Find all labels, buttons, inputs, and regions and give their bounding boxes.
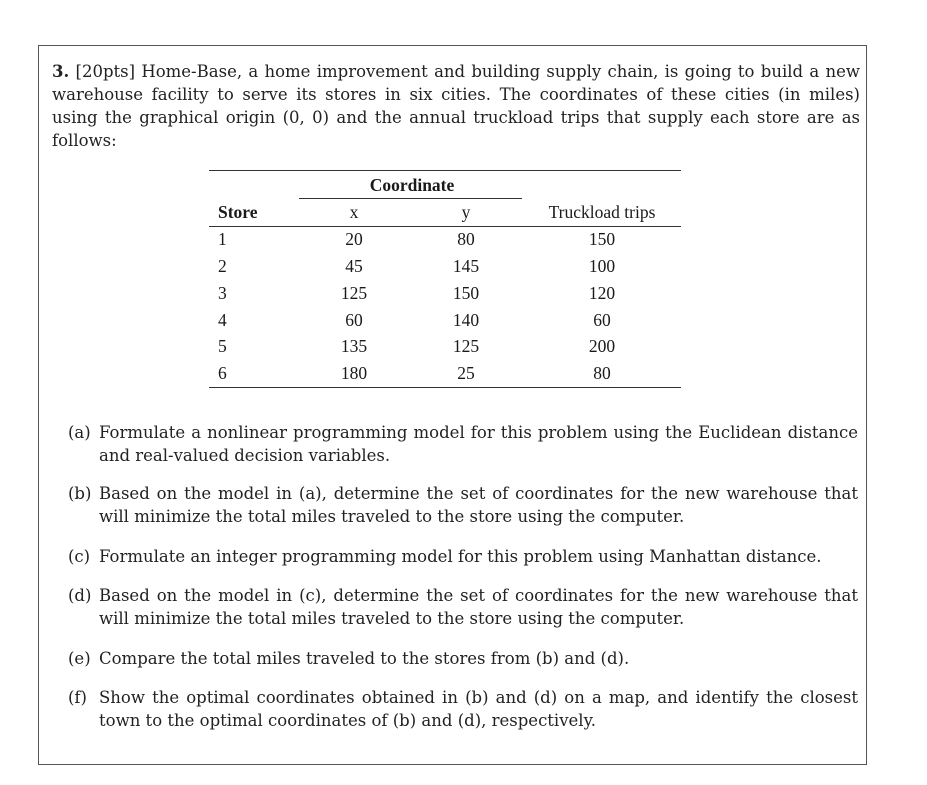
store-table [209, 170, 681, 388]
x-cell: 180 [340, 363, 368, 383]
part-label: (e) [68, 649, 91, 668]
y-cell: 125 [452, 336, 480, 356]
part-text: Based on the model in (c), determine the set of coordinates for the new warehouse that will minimize the total miles traveled to the store using the computer. [99, 586, 858, 628]
header-store: Store [218, 202, 258, 222]
table-top-rule [209, 170, 681, 171]
trips-cell: 100 [588, 256, 616, 276]
x-cell: 45 [345, 256, 363, 276]
part-f [68, 686, 858, 732]
x-cell: 60 [345, 310, 363, 330]
y-cell: 80 [457, 229, 475, 249]
store-cell: 2 [218, 256, 227, 276]
trips-cell: 80 [593, 363, 611, 383]
store-cell: 5 [218, 336, 227, 356]
y-cell: 150 [452, 283, 480, 303]
part-e [68, 647, 858, 670]
header-trips: Truckload trips [548, 202, 656, 222]
x-cell: 125 [340, 283, 368, 303]
problem-intro [52, 60, 860, 152]
part-a [68, 421, 858, 467]
part-text: Based on the model in (a), determine the set of coordinates for the new warehouse that will minimize the total miles traveled to the store using the computer. [99, 484, 858, 526]
problem-intro-text: [20pts] Home-Base, a home improvement and building supply chain, is going to build a new warehouse facility to serve its stores in six cities. The coordinates of these cities (in miles) using the graphical origin (0, 0) and the annual truckload trips that supply each store are as follows: [52, 62, 860, 150]
part-text: Compare the total miles traveled to the stores from (b) and (d). [99, 649, 630, 668]
problem-number: 3. [52, 62, 70, 81]
part-label: (b) [68, 484, 92, 503]
x-cell: 20 [345, 229, 363, 249]
store-cell: 6 [218, 363, 227, 383]
y-cell: 140 [452, 310, 480, 330]
x-cell: 135 [340, 336, 368, 356]
store-cell: 4 [218, 310, 227, 330]
table-bottom-rule [209, 387, 681, 388]
coordinate-rule [299, 198, 522, 199]
trips-cell: 200 [588, 336, 616, 356]
part-label: (a) [68, 423, 91, 442]
y-cell: 145 [452, 256, 480, 276]
store-cell: 3 [218, 283, 227, 303]
header-rule [209, 226, 681, 227]
y-cell: 25 [457, 363, 475, 383]
trips-cell: 60 [593, 310, 611, 330]
part-d [68, 584, 858, 630]
part-label: (c) [68, 547, 91, 566]
part-text: Show the optimal coordinates obtained in (b) and (d) on a map, and identify the closest town to the optimal coordinates of (b) and (d), respectively. [99, 688, 858, 730]
part-label: (d) [68, 586, 92, 605]
coordinate-group-header: Coordinate [369, 175, 455, 195]
trips-cell: 150 [588, 229, 616, 249]
part-text: Formulate a nonlinear programming model for this problem using the Euclidean distance and real-valued decision variables. [99, 423, 858, 465]
header-x: x [349, 202, 359, 222]
part-label: (f) [68, 688, 87, 707]
store-cell: 1 [218, 229, 227, 249]
part-b [68, 482, 858, 528]
trips-cell: 120 [588, 283, 616, 303]
part-c [68, 545, 858, 568]
header-y: y [461, 202, 471, 222]
part-text: Formulate an integer programming model for this problem using Manhattan distance. [99, 547, 822, 566]
